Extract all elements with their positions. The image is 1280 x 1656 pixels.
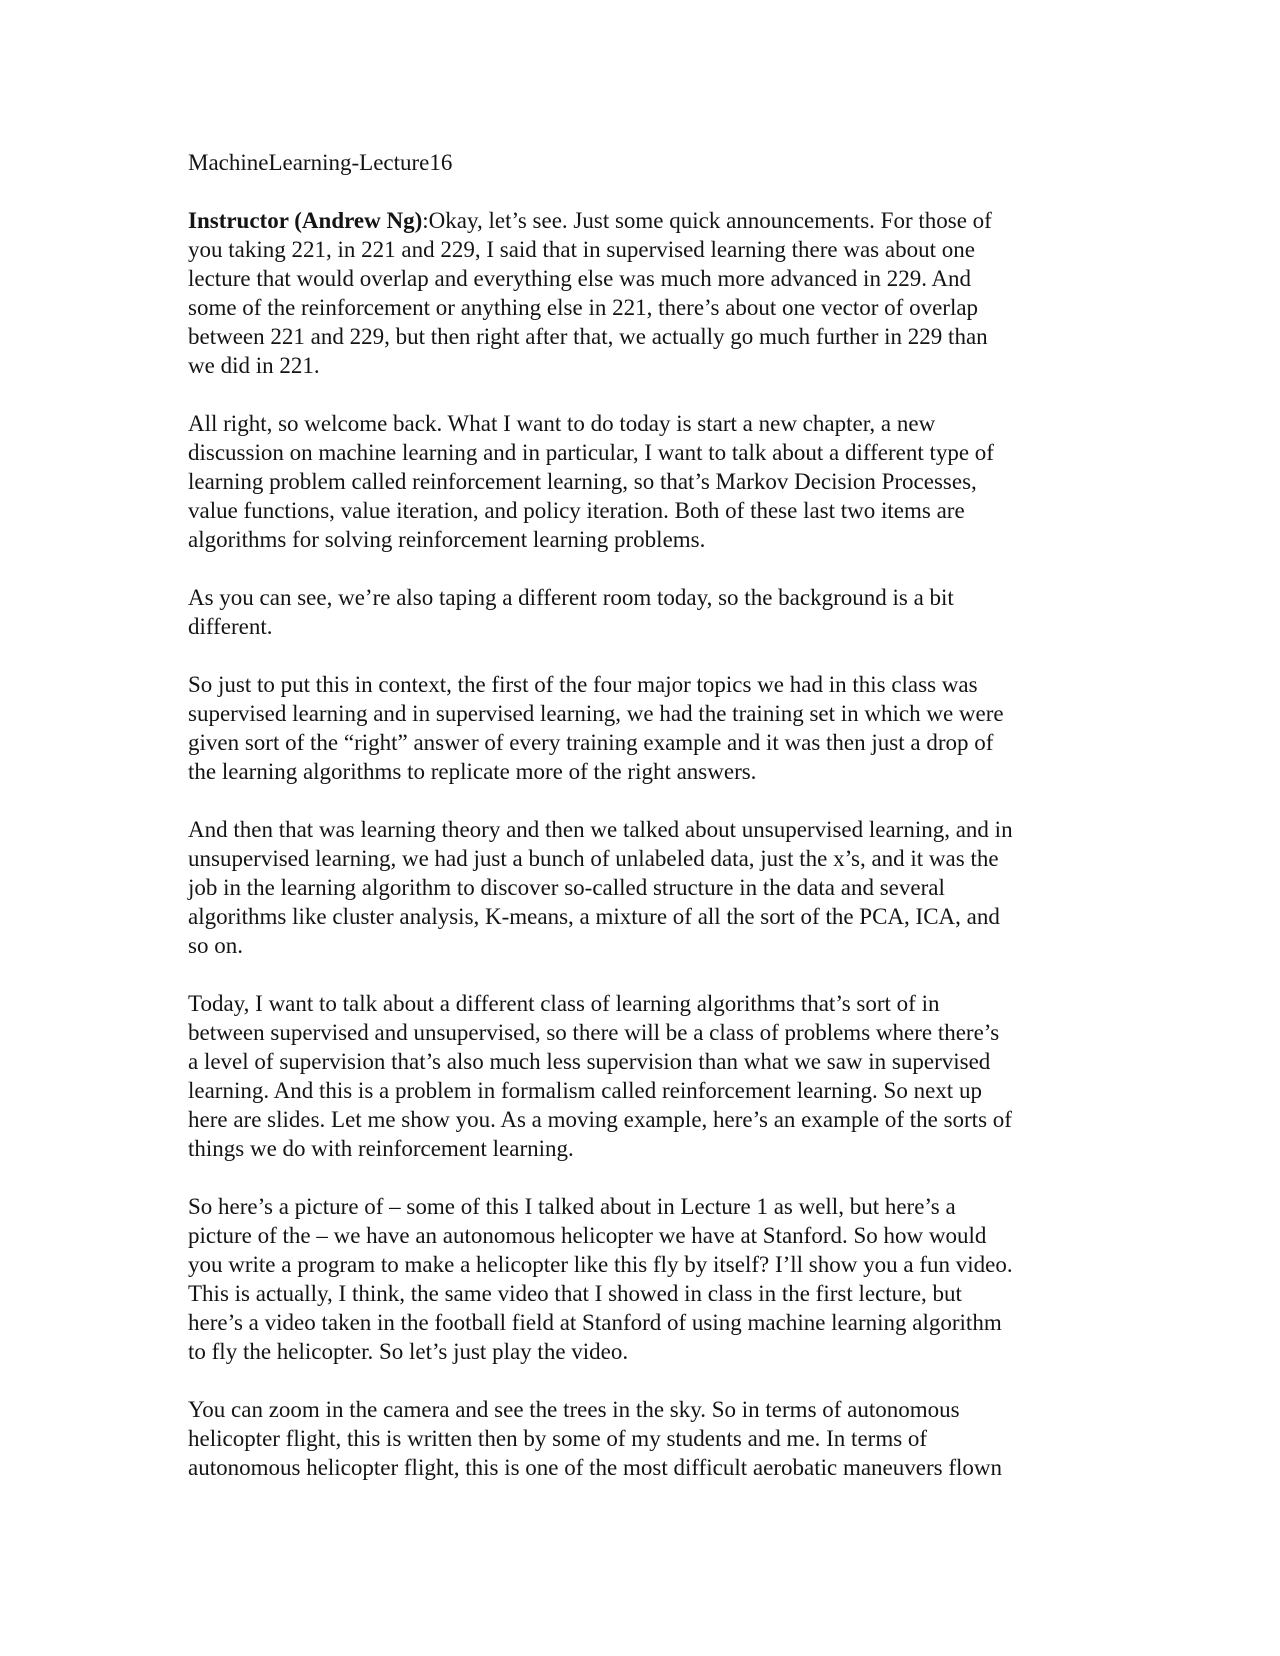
paragraph-line: some of the reinforcement or anything else in 221, there’s about one vector of overlap — [188, 295, 979, 320]
paragraph-line: the learning algorithms to replicate more of the right answers. — [188, 759, 757, 784]
paragraph-line: between 221 and 229, but then right after that, we actually go much further in 229 than — [188, 324, 988, 349]
paragraph-line: And then that was learning theory and then we talked about unsupervised learning, and in — [188, 817, 1013, 842]
speaker-label: Instructor (Andrew Ng) — [188, 208, 423, 233]
paragraph-line: algorithms for solving reinforcement learning problems. — [188, 527, 706, 552]
paragraph-line: All right, so welcome back. What I want to do today is start a new chapter, a new — [188, 411, 936, 436]
paragraph-6 — [188, 989, 1093, 1163]
paragraph-line: picture of the – we have an autonomous helicopter we have at Stanford. So how would — [188, 1223, 987, 1248]
paragraph-7 — [188, 1192, 1093, 1366]
paragraph-line: supervised learning and in supervised learning, we had the training set in which we were — [188, 701, 1004, 726]
paragraph-4 — [188, 670, 1093, 786]
paragraph-line: This is actually, I think, the same video that I showed in class in the first lecture, but — [188, 1281, 962, 1306]
paragraph-line: things we do with reinforcement learning. — [188, 1136, 574, 1161]
paragraph-2 — [188, 409, 1093, 554]
paragraph-line: given sort of the “right” answer of every training example and it was then just a drop of — [188, 730, 994, 755]
paragraph-3 — [188, 583, 1093, 641]
paragraph-1 — [188, 206, 1093, 380]
document-body — [188, 148, 1093, 1511]
paragraph-line: job in the learning algorithm to discover so-called structure in the data and several — [188, 875, 945, 900]
paragraph-line: learning. And this is a problem in formalism called reinforcement learning. So next up — [188, 1078, 982, 1103]
paragraph-line: You can zoom in the camera and see the trees in the sky. So in terms of autonomous — [188, 1397, 960, 1422]
document-title: MachineLearning-Lecture16 — [188, 150, 453, 175]
paragraph-5 — [188, 815, 1093, 960]
paragraph-line: so on. — [188, 933, 243, 958]
paragraph-line: value functions, value iteration, and policy iteration. Both of these last two items are — [188, 498, 965, 523]
paragraph-line: So just to put this in context, the first of the four major topics we had in this class was — [188, 672, 978, 697]
paragraph-line: learning problem called reinforcement learning, so that’s Markov Decision Processes, — [188, 469, 977, 494]
paragraph-line: lecture that would overlap and everything else was much more advanced in 229. And — [188, 266, 972, 291]
paragraph-line: Instructor (Andrew Ng):Okay, let’s see. Just some quick announcements. For those of — [188, 208, 992, 233]
paragraph-line: here’s a video taken in the football field at Stanford of using machine learning algorithm — [188, 1310, 1002, 1335]
paragraph-line: to fly the helicopter. So let’s just play the video. — [188, 1339, 629, 1364]
paragraph-line: a level of supervision that’s also much less supervision than what we saw in supervised — [188, 1049, 991, 1074]
paragraph-line: As you can see, we’re also taping a different room today, so the background is a bit — [188, 585, 954, 610]
paragraph-line: different. — [188, 614, 273, 639]
paragraph-line: here are slides. Let me show you. As a moving example, here’s an example of the sorts of — [188, 1107, 1012, 1132]
paragraph-line: helicopter flight, this is written then by some of my students and me. In terms of — [188, 1426, 928, 1451]
paragraph-line: autonomous helicopter flight, this is one of the most difficult aerobatic maneuvers flown — [188, 1455, 1002, 1480]
paragraph-line: discussion on machine learning and in particular, I want to talk about a different type of — [188, 440, 994, 465]
paragraph-line: you write a program to make a helicopter like this fly by itself? I’ll show you a fun video. — [188, 1252, 1013, 1277]
paragraph-line: Today, I want to talk about a different class of learning algorithms that’s sort of in — [188, 991, 940, 1016]
paragraph-line: unsupervised learning, we had just a bunch of unlabeled data, just the x’s, and it was the — [188, 846, 999, 871]
paragraph-8 — [188, 1395, 1093, 1482]
paragraph-line: we did in 221. — [188, 353, 320, 378]
paragraph-line: So here’s a picture of – some of this I talked about in Lecture 1 as well, but here’s a — [188, 1194, 956, 1219]
paragraph-line: algorithms like cluster analysis, K-means, a mixture of all the sort of the PCA, ICA, and — [188, 904, 1000, 929]
paragraph-line: between supervised and unsupervised, so there will be a class of problems where there’s — [188, 1020, 1000, 1045]
paragraph-line: you taking 221, in 221 and 229, I said that in supervised learning there was about one — [188, 237, 975, 262]
